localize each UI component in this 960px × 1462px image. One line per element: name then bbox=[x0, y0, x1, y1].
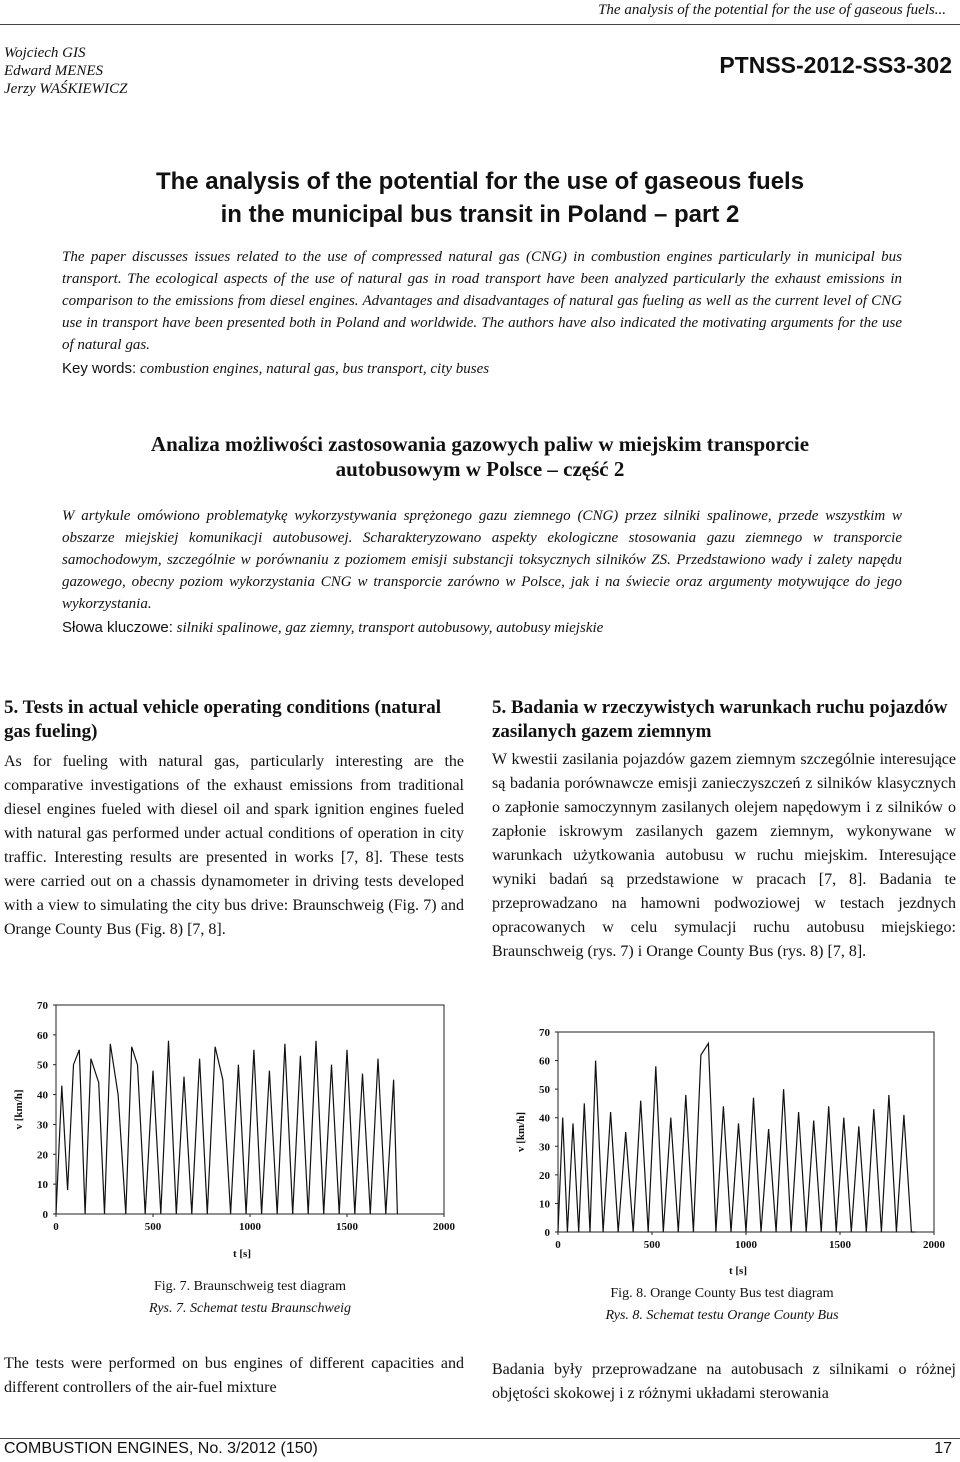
keywords-value: silniki spalinowe, gaz ziemny, transport autobusowy, autobusy miejskie bbox=[176, 620, 604, 636]
x-tick-label: 2000 bbox=[433, 1221, 455, 1233]
header-rule bbox=[0, 24, 960, 25]
y-tick-label: 50 bbox=[539, 1084, 550, 1097]
page-number: 17 bbox=[934, 1440, 952, 1457]
y-tick-label: 20 bbox=[539, 1169, 550, 1182]
closing-text-en: The tests were performed on bus engines of different capacities and different controllers of the air-fuel mixture bbox=[4, 1355, 464, 1396]
y-tick-label: 0 bbox=[42, 1209, 48, 1221]
y-tick-label: 40 bbox=[37, 1089, 48, 1102]
figure-braunschweig-chart bbox=[0, 990, 470, 1270]
x-tick-label: 1500 bbox=[336, 1221, 358, 1233]
abstract-en: The paper discusses issues related to the use of compressed natural gas (CNG) in combustion engines particularly in municipal bus transport. The ecological aspects of the use of natural gas in road transport have been analyzed particularly the exhaust emissions in comparison to the emissions from diesel engines. Advantages and disadvantages of natural gas fueling as well as the current level of CNG use in transport have been presented both in Poland and worldwide. The authors have also indicated the motivating arguments for the use of natural gas. bbox=[62, 249, 902, 353]
y-tick-label: 10 bbox=[539, 1198, 550, 1211]
keywords-en bbox=[62, 359, 902, 379]
paper-title-en bbox=[0, 165, 960, 231]
closing-text-pl: Badania były przeprowadzane na autobusach z silnikami o różnej objętości skokowej i z różnymi układami sterowania bbox=[492, 1361, 956, 1402]
x-tick-label: 0 bbox=[555, 1239, 561, 1251]
caption-pl: Rys. 7. Schemat testu Braunschweig bbox=[149, 1301, 351, 1316]
section-heading-en: 5. Tests in actual vehicle operating conditions (natural gas fueling) bbox=[4, 697, 442, 742]
caption-pl: Rys. 8. Schemat testu Orange County Bus bbox=[605, 1308, 839, 1323]
plot-frame bbox=[558, 1032, 934, 1232]
figure-caption bbox=[502, 1283, 942, 1327]
footer-rule bbox=[0, 1438, 960, 1439]
x-tick-label: 500 bbox=[144, 1221, 162, 1233]
title-line: Analiza możliwości zastosowania gazowych paliw w miejskim transporcie bbox=[150, 432, 810, 456]
body-text-pl: W kwestii zasilania pojazdów gazem ziemnym szczególnie interesujące są badania porównawcze emisji zanieczyszczeń z silników klasycznych o zapłonie samoczynnym zasilanych olejem napędowym i z silników o zapłonie iskrowym zasilanych gazem ziemnym, wykonywane w warunkach użytkowania autobusu w ruchu miejskim. Interesujące wyniki badań są przedstawione w pracach [7, 8]. Badania te przeprowadzano na hamowni podwoziowej w testach jezdnych opracowanych w celu symulacji ruchu autobusu miejskiego: Braunschweig (rys. 7) i Orange County Bus (rys. 8) [7, 8]. bbox=[492, 751, 956, 960]
title-line: in the municipal bus transit in Poland – part 2 bbox=[220, 201, 740, 228]
x-tick-label: 1500 bbox=[829, 1239, 851, 1251]
y-tick-label: 50 bbox=[37, 1059, 48, 1072]
author: Wojciech GIS bbox=[4, 45, 86, 61]
x-axis-label: t [s] bbox=[232, 1248, 252, 1260]
authors bbox=[4, 44, 128, 98]
y-tick-label: 40 bbox=[539, 1112, 550, 1125]
paper-title-pl bbox=[0, 432, 960, 482]
section-heading-pl: 5. Badania w rzeczywistych warunkach ruchu pojazdów zasilanych gazem ziemnym bbox=[492, 697, 948, 742]
x-axis-label: t [s] bbox=[728, 1265, 748, 1277]
y-tick-label: 60 bbox=[37, 1029, 48, 1042]
keywords-value: combustion engines, natural gas, bus transport, city buses bbox=[139, 361, 490, 377]
plot-frame bbox=[56, 1005, 444, 1214]
figure-orange-county-chart bbox=[490, 1010, 960, 1280]
figure-caption bbox=[40, 1276, 460, 1320]
keywords-label: Słowa kluczowe: bbox=[62, 619, 173, 636]
series-line bbox=[558, 1043, 915, 1232]
y-tick-label: 30 bbox=[539, 1141, 550, 1154]
y-tick-label: 10 bbox=[37, 1179, 48, 1192]
title-line: The analysis of the potential for the use of gaseous fuels bbox=[155, 168, 805, 195]
author: Jerzy WAŚKIEWICZ bbox=[4, 81, 128, 97]
author: Edward MENES bbox=[4, 63, 104, 79]
running-title: The analysis of the potential for the use of gaseous fuels... bbox=[598, 2, 946, 18]
x-tick-label: 2000 bbox=[923, 1239, 945, 1251]
y-axis-label: v [km/h] bbox=[515, 1111, 527, 1153]
y-tick-label: 30 bbox=[37, 1119, 48, 1132]
paper-code: PTNSS-2012-SS3-302 bbox=[719, 52, 952, 78]
x-tick-label: 1000 bbox=[735, 1239, 757, 1251]
series-line bbox=[56, 1041, 397, 1214]
body-text-en: As for fueling with natural gas, particularly interesting are the comparative investigations of the exhaust emissions from traditional diesel engines fueled with diesel oil and spark ignition engines fueled with natural gas performed under actual conditions of operation in city traffic. Interesting results are presented in works [7, 8]. These tests were carried out on a chassis dynamometer in driving tests developed with a view to simulating the city bus drive: Braunschweig (Fig. 7) and Orange County Bus (Fig. 8) [7, 8]. bbox=[4, 753, 464, 938]
title-line: autobusowym w Polsce – część 2 bbox=[335, 457, 625, 481]
y-axis-label: v [km/h] bbox=[13, 1089, 25, 1130]
caption-en: Fig. 8. Orange County Bus test diagram bbox=[610, 1286, 834, 1301]
y-tick-label: 70 bbox=[539, 1027, 550, 1039]
caption-en: Fig. 7. Braunschweig test diagram bbox=[153, 1279, 347, 1294]
y-tick-label: 0 bbox=[544, 1227, 550, 1239]
x-tick-label: 1000 bbox=[239, 1221, 261, 1233]
y-tick-label: 70 bbox=[37, 1000, 48, 1012]
y-tick-label: 60 bbox=[539, 1055, 550, 1068]
x-tick-label: 500 bbox=[643, 1239, 661, 1251]
journal-name: COMBUSTION ENGINES, No. 3/2012 (150) bbox=[4, 1440, 318, 1457]
y-tick-label: 20 bbox=[37, 1149, 48, 1162]
x-tick-label: 0 bbox=[53, 1221, 59, 1233]
keywords-pl bbox=[62, 618, 902, 638]
keywords-label: Key words: bbox=[62, 360, 137, 377]
abstract-pl: W artykule omówiono problematykę wykorzystywania sprężonego gazu ziemnego (CNG) przez silniki spalinowe, przede wszystkim w obszarze miejskiej komunikacji autobusowej. Scharakteryzowano aspekty ekologiczne stosowania gazu ziemnego w transporcie samochodowym, szczególnie w porównaniu z poziomem emisji substancji toksycznych silników ZS. Przedstawiono wady i zalety napędu gazowego, obecny poziom wykorzystania CNG w transporcie zarówno w Polsce, jak i na świecie oraz argumenty motywujące do jego wykorzystania. bbox=[62, 508, 902, 612]
